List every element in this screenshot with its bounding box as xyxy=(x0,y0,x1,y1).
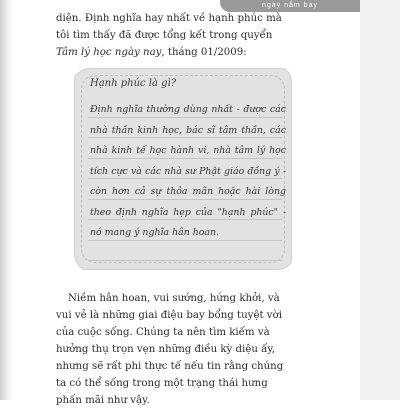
intro-paragraph xyxy=(56,10,296,61)
intro-text-2: , tháng 01/2009: xyxy=(161,47,247,58)
intro-text-1: diện. Định nghĩa hay nhất về hạnh phúc mà tôi tìm thấy đã được tổng kết trong quyển xyxy=(56,13,282,41)
paragraph-joy: Niềm hân hoan, vui sướng, hứng khởi, và vui vẻ là những giai điệu bay bổng tuyệt vời của cuộc sống. Chúng ta nên tìm kiếm và hưởng thụ trọn vẹn những điều kỳ diệu ấy, nhưng sẽ rất phi thực tế nếu tin rằng chúng ta có thể sống trong một trạng thái hưng phấn mãi như vậy. xyxy=(56,293,284,406)
intro-book-title: Tâm lý học ngày nay xyxy=(56,47,162,58)
quote-body: Định nghĩa thường dùng nhất - được các nhà thần kinh học, bác sĩ tâm thần, các nhà kinh tế học hành vi, nhà tâm lý học tích cực và các nhà sư Phật giáo đồng ý - còn hơn cả sự thỏa mãn hoặc hài lòng theo định nghĩa hẹp của "hạnh phúc" - nó mang ý nghĩa hân hoan. xyxy=(90,104,286,238)
quote-title: Hạnh phúc là gì? xyxy=(90,78,177,89)
running-header-text: ngày nắm bay xyxy=(262,2,318,9)
page-margin-band xyxy=(360,0,400,400)
quote-rule xyxy=(88,260,282,261)
book-gutter-shadow xyxy=(0,0,14,400)
